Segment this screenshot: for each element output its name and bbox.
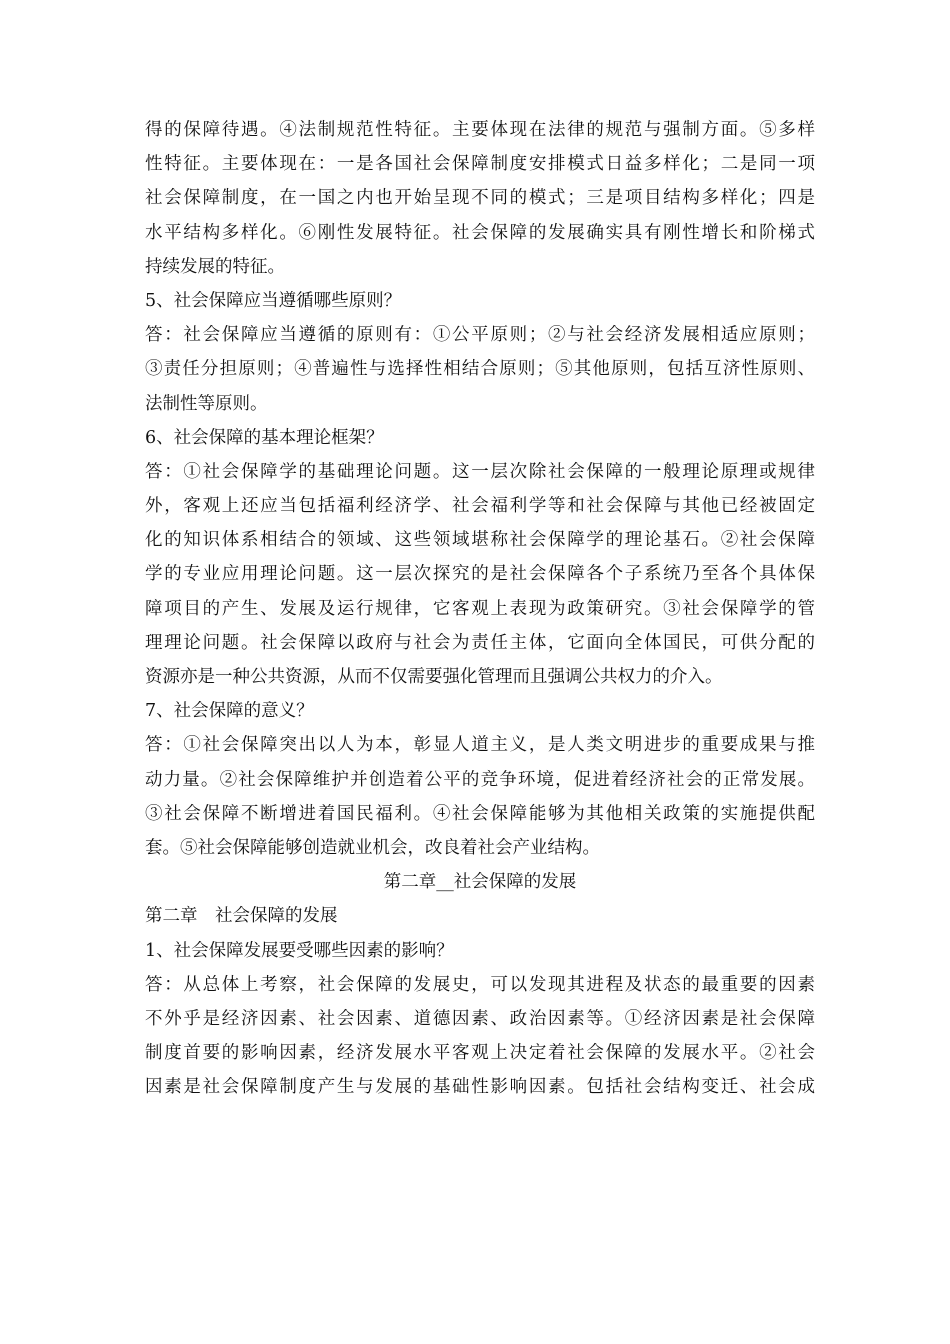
- text-line: 学的专业应用理论问题。这一层次探究的是社会保障各个子系统乃至各个具体保: [145, 564, 815, 585]
- text-line: 套。⑤社会保障能够创造就业机会，改良着社会产业结构。: [145, 837, 600, 858]
- document-body: [145, 113, 815, 1104]
- text-line: 答：①社会保障学的基础理论问题。这一层次除社会保障的一般理论原理或规律: [145, 461, 815, 482]
- text-line: ③责任分担原则；④普遍性与选择性相结合原则；⑤其他原则，包括互济性原则、: [145, 359, 815, 380]
- text-line: 法制性等原则。: [145, 393, 268, 414]
- text-line: 不外乎是经济因素、社会因素、道德因素、政治因素等。①经济因素是社会保障: [145, 1008, 815, 1029]
- text-line: 外，客观上还应当包括福利经济学、社会福利学等和社会保障与其他已经被固定: [145, 496, 815, 517]
- text-line: 社会保障制度，在一国之内也开始呈现不同的模式；三是项目结构多样化；四是: [145, 188, 815, 209]
- text-line: 答：社会保障应当遵循的原则有：①公平原则；②与社会经济发展相适应原则；: [145, 325, 815, 346]
- question-heading: 1、社会保障发展要受哪些因素的影响？: [145, 940, 454, 961]
- text-line: 答：从总体上考察，社会保障的发展史，可以发现其进程及状态的最重要的因素: [145, 974, 815, 995]
- question-heading: 5、社会保障应当遵循哪些原则？: [145, 290, 402, 311]
- question-heading: 7、社会保障的意义？: [145, 701, 314, 722]
- text-line: 因素是社会保障制度产生与发展的基础性影响因素。包括社会结构变迁、社会成: [145, 1077, 815, 1098]
- question-heading: 6、社会保障的基本理论框架？: [145, 427, 384, 448]
- text-line: 障项目的产生、发展及运行规律，它客观上表现为政策研究。③社会保障学的管: [145, 598, 815, 619]
- text-line: ③社会保障不断增进着国民福利。④社会保障能够为其他相关政策的实施提供配: [145, 803, 815, 824]
- chapter-title: 第二章__社会保障的发展: [383, 872, 577, 893]
- text-line: 性特征。主要体现在：一是各国社会保障制度安排模式日益多样化；二是同一项: [145, 154, 815, 175]
- text-line: 理理论问题。社会保障以政府与社会为责任主体，它面向全体国民，可供分配的: [145, 632, 815, 653]
- text-line: 持续发展的特征。: [145, 256, 285, 277]
- text-line: 资源亦是一种公共资源，从而不仅需要强化管理而且强调公共权力的介入。: [145, 667, 723, 687]
- text-line: 制度首要的影响因素，经济发展水平客观上决定着社会保障的发展水平。②社会: [145, 1043, 815, 1064]
- text-line: 动力量。②社会保障维护并创造着公平的竞争环境，促进着经济社会的正常发展。: [145, 769, 815, 790]
- text-line: 水平结构多样化。⑥刚性发展特征。社会保障的发展确实具有刚性增长和阶梯式: [145, 222, 815, 243]
- text-line: 化的知识体系相结合的领域、这些领域堪称社会保障学的理论基石。②社会保障: [145, 530, 815, 551]
- text-line: 得的保障待遇。④法制规范性特征。主要体现在法律的规范与强制方面。⑤多样: [145, 120, 815, 140]
- text-line: 答：①社会保障突出以人为本，彰显人道主义，是人类文明进步的重要成果与推: [145, 735, 815, 756]
- chapter-heading: 第二章 社会保障的发展: [145, 906, 338, 927]
